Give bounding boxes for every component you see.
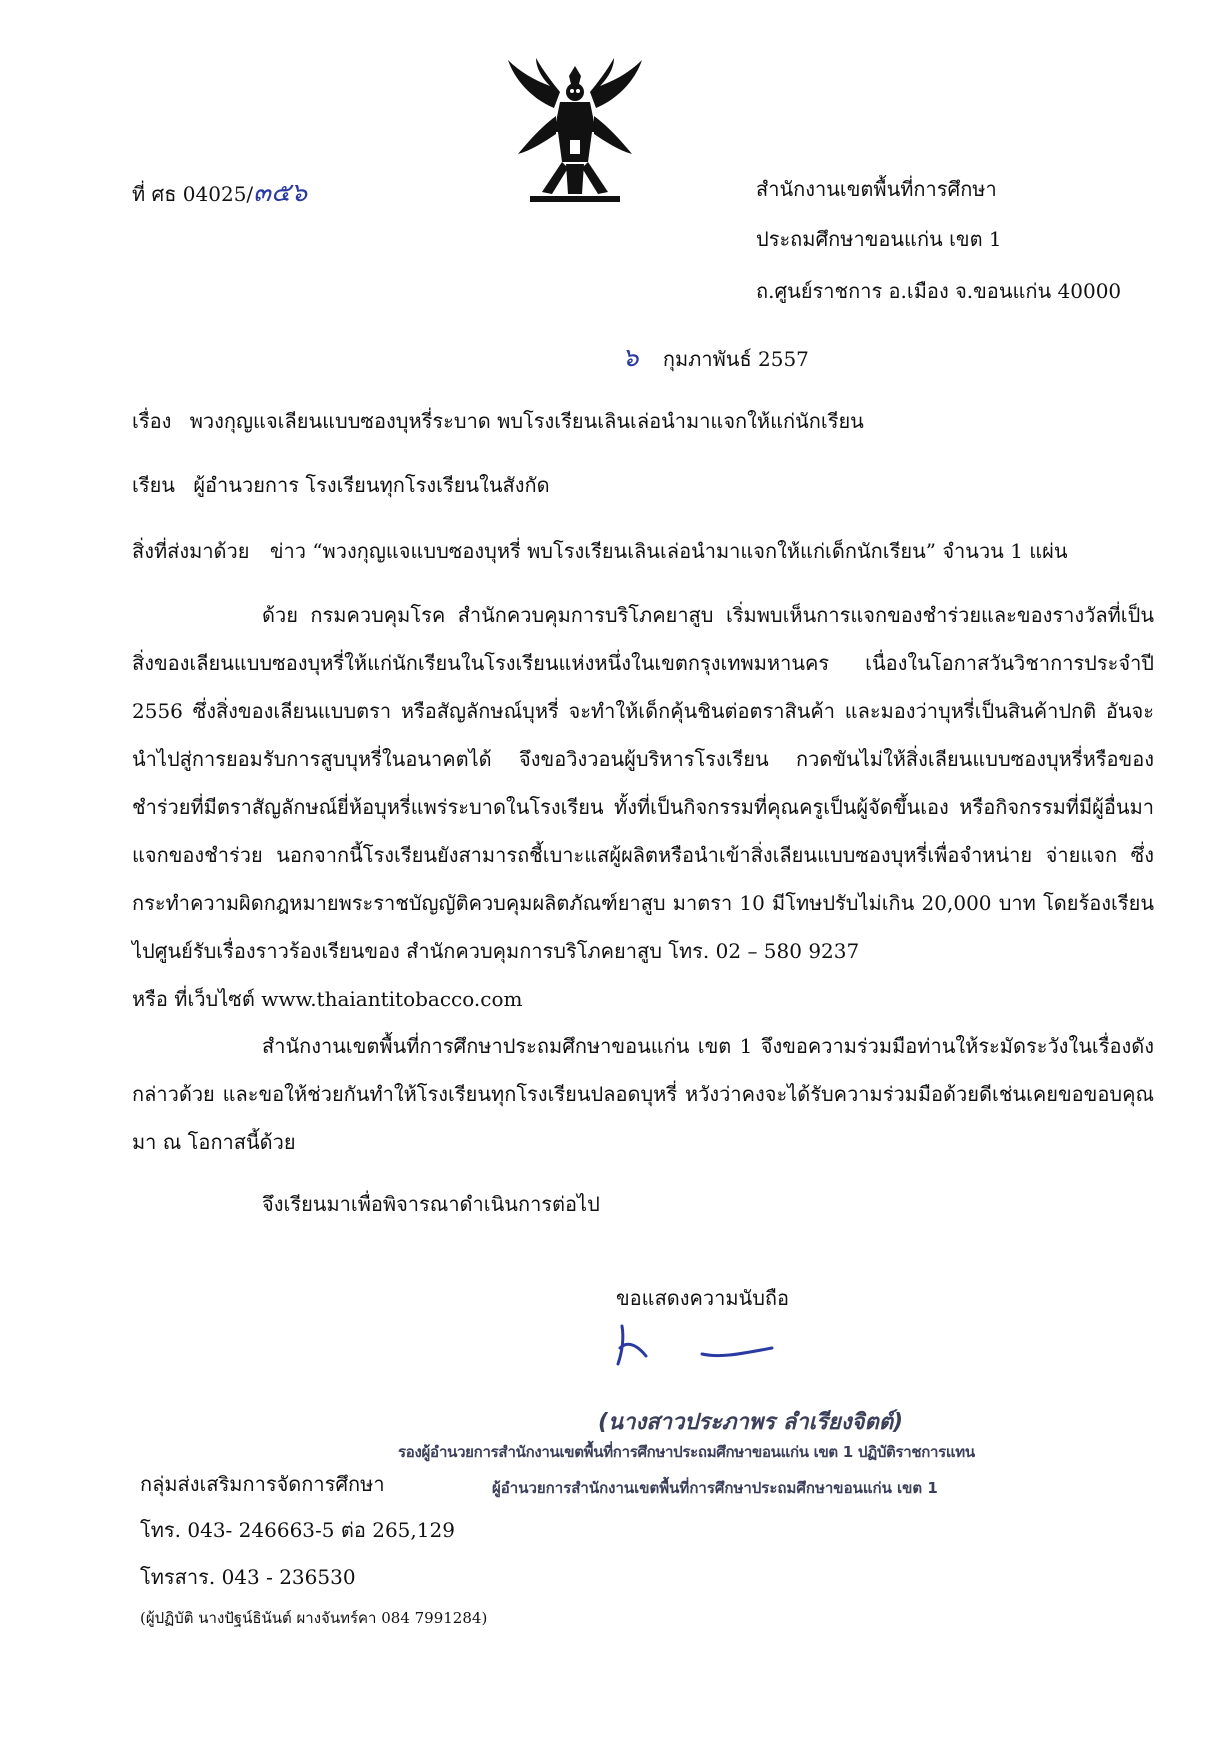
- letter-date: [622, 337, 809, 378]
- body-paragraph-1-block: [132, 591, 1154, 1023]
- signer-title-stamp-line-1: รองผู้อำนวยการสำนักงานเขตพื้นที่การศึกษาประถมศึกษาขอนแก่น เขต 1 ปฏิบัติราชการแทน: [398, 1443, 975, 1461]
- enclosure-text: ข่าว “พวงกุญแจแบบซองบุหรี่ พบโรงเรียนเลินเล่อนำมาแจกให้แก่เด็กนักเรียน” จำนวน 1 แผ่น: [269, 539, 1068, 563]
- body-paragraph-1-website: หรือ ที่เว็บไซต์ www.thaiantitobacco.com: [132, 987, 523, 1011]
- body-paragraph-2: สำนักงานเขตพื้นที่การศึกษาประถมศึกษาขอนแก่น เขต 1 จึงขอความร่วมมือท่านให้ระมัดระวังในเรื่องดังกล่าวด้วย และขอให้ช่วยกันทำให้โรงเรียนทุกโรงเรียนปลอดบุหรี่ หวังว่าคงจะได้รับความร่วมมือด้วยดีเช่นเคยขอขอบคุณมา ณ โอกาสนี้ด้วย: [132, 1034, 1154, 1154]
- subject-line: [132, 405, 864, 437]
- body-paragraph-1: ด้วย กรมควบคุมโรค สำนักควบคุมการบริโภคยาสูบ เริ่มพบเห็นการแจกของชำร่วยและของรางวัลที่เป็นสิ่งของเลียนแบบซองบุหรี่ให้แก่นักเรียนในโรงเรียนแห่งหนึ่งในเขตกรุงเทพมหานคร เนื่องในโอกาสวันวิชาการประจำปี 2556 ซึ่งสิ่งของเลียนแบบตรา หรือสัญลักษณ์บุหรี่ จะทำให้เด็กคุ้นชินต่อตราสินค้า และมองว่าบุหรี่เป็นสินค้าปกติ อันจะนำไปสู่การยอมรับการสูบบุหรี่ในอนาคตได้ จึงขอวิงวอนผู้บริหารโรงเรียน กวดขันไม่ให้สิ่งเลียนแบบซองบุหรี่หรือของชำร่วยที่มีตราสัญลักษณ์ยี่ห้อบุหรี่แพร่ระบาดในโรงเรียน ทั้งที่เป็นกิจกรรมที่คุณครูเป็นผู้จัดขึ้นเอง หรือกิจกรรมที่มีผู้อื่นมาแจกของชำร่วย นอกจากนี้โรงเรียนยังสามารถชี้เบาะแสผู้ผลิตหรือนำเข้าสิ่งเลียนแบบซองบุหรี่เพื่อจำหน่าย จ่ายแจก ซึ่งกระทำความผิดกฎหมายพระราชบัญญัติควบคุมผลิตภัณฑ์ยาสูบ มาตรา 10 มีโทษปรับไม่เกิน 20,000 บาท โดยร้องเรียนไปศูนย์รับเรื่องราวร้องเรียนของ สำนักควบคุมการบริโภคยาสูบ โทร. 02 – 580 9237: [132, 603, 1154, 963]
- reference-number-handwritten: ๓๕๖: [253, 178, 308, 208]
- footer-fax: โทรสาร. 043 - 236530: [140, 1565, 356, 1589]
- reference-prefix: ที่ ศธ 04025/: [132, 182, 254, 206]
- reference-number: [132, 172, 307, 213]
- body-paragraph-3: จึงเรียนมาเพื่อพิจารณาดำเนินการต่อไป: [262, 1192, 600, 1216]
- footer-phone: โทร. 043- 246663-5 ต่อ 265,129: [140, 1518, 455, 1542]
- office-line-3: ถ.ศูนย์ราชการ อ.เมือง จ.ขอนแก่น 40000: [756, 279, 1122, 303]
- signer-name-stamp: (นางสาวประภาพร ลำเรียงจิตต์): [598, 1410, 904, 1435]
- date-month-year: กุมภาพันธ์ 2557: [662, 347, 809, 371]
- enclosure-line: [132, 535, 1068, 567]
- date-day-handwritten: ๖: [622, 343, 639, 373]
- signer-title-stamp-line-2: ผู้อำนวยการสำนักงานเขตพื้นที่การศึกษาประถมศึกษาขอนแก่น เขต 1: [492, 1479, 938, 1497]
- closing-regards: ขอแสดงความนับถือ: [616, 1286, 790, 1310]
- signature-scribble: [610, 1320, 780, 1370]
- recipient-line: [132, 469, 550, 501]
- footer-operator: (ผู้ปฏิบัติ นางปัฐน์ธินันต์ ผางจันทร์คา 084 7991284): [140, 1609, 488, 1627]
- garuda-emblem: [500, 58, 650, 208]
- subject-label: เรื่อง: [132, 409, 172, 433]
- subject-text: พวงกุญแจเลียนแบบซองบุหรี่ระบาด พบโรงเรียนเลินเล่อนำมาแจกให้แก่นักเรียน: [189, 409, 864, 433]
- body-paragraph-2-block: [132, 1022, 1154, 1166]
- office-line-2: ประถมศึกษาขอนแก่น เขต 1: [756, 227, 1002, 251]
- office-line-1: สำนักงานเขตพื้นที่การศึกษา: [756, 177, 997, 201]
- recipient-label: เรียน: [132, 473, 175, 497]
- recipient-text: ผู้อำนวยการ โรงเรียนทุกโรงเรียนในสังกัด: [193, 473, 550, 497]
- enclosure-label: สิ่งที่ส่งมาด้วย: [132, 539, 250, 563]
- footer-department: กลุ่มส่งเสริมการจัดการศึกษา: [140, 1472, 385, 1496]
